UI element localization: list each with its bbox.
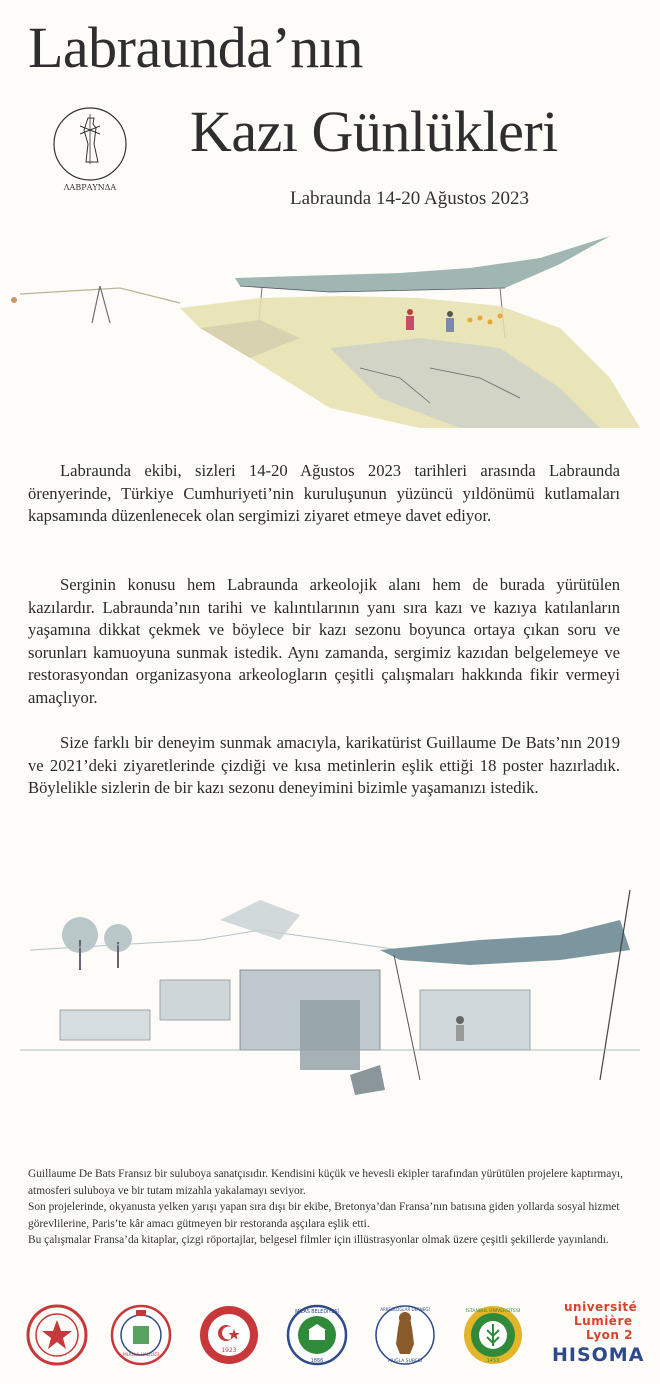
lyon-line3: Lyon 2 [586, 1328, 633, 1342]
labraunda-logo [50, 104, 130, 194]
page-title-line1: Labraunda’nın [28, 15, 363, 80]
logo-caption: ΛΑΒΡΑΥΝΔΑ [63, 183, 117, 192]
bio-line-2: Son projelerinde, okyanusta yelken yarışı yapan sıra dışı bir ekibe, Bretonya’dan Fransa’nın batısına giden yollarda sosyal hizmet görevlilerine, Paris’te kâr amacı gütmeyen bir restoranda aşçılara eşlik etti. [28, 1201, 620, 1230]
artist-biography [28, 1166, 628, 1249]
bio-line-1: Guillaume De Bats Fransız bir suluboya sanatçısıdır. Kendisini küçük ve hevesli ekipler tarafından yürütülen projelere kaptırmayı, atmosferi suluboya ve bir tutam mizahla yakalamayı seviyor. [28, 1168, 623, 1197]
istanbul-label: İSTANBUL ÜNİVERSİTESİ [465, 1309, 521, 1314]
dernek-sub-label: MUĞLA ŞUBESİ [387, 1359, 423, 1364]
hisoma-label: HISOMA [552, 1344, 645, 1366]
bio-line-3: Bu çalışmalar Fransa’da kitaplar, çizgi röportajlar, belgesel filmler için illüstrasyonlar olmak üzere çeşitli şekillerde yayınlandı. [28, 1234, 609, 1247]
sponsor-logos [24, 1300, 644, 1374]
mugla-governorship-seal [110, 1304, 172, 1366]
seal-year-1923: 1923 [221, 1347, 237, 1354]
excavation-sketch-top [0, 228, 660, 440]
milas-municipality-seal [286, 1304, 348, 1366]
republic-seal [198, 1304, 260, 1366]
lyon-hisoma-logo [552, 1300, 645, 1370]
dernek-label: ARKEOLOGLAR DERNEĞİ [380, 1307, 430, 1312]
lyon-line1: université [564, 1300, 638, 1314]
excavation-sketch-bottom [0, 880, 660, 1135]
belediye-label: MİLAS BELEDİYESİ [295, 1310, 339, 1315]
lyon-line2: Lumière [574, 1314, 633, 1328]
valilik-label: MUĞLA VALİLİĞİ [122, 1353, 160, 1358]
istanbul-university-seal [462, 1304, 524, 1366]
event-dates-subtitle: Labraunda 14-20 Ağustos 2023 [290, 188, 530, 209]
paragraph-posters: Size farklı bir deneyim sunmak amacıyla, karikatürist Guillaume De Bats’nın 2019 ve 2021’deki ziyaretlerinde çizdiği ve kısa metinlerin eşlik ettiği 18 poster hazırladık. Böylelikle sizlerin de bir kazı sezonu deneyimini bizimle yaşamanızı istedik. [28, 733, 620, 797]
paragraph-invitation: Labraunda ekibi, sizleri 14-20 Ağustos 2023 tarihleri arasında Labraunda örenyerinde, Türkiye Cumhuriyeti’nin kuruluşunun yüzüncü yıldönümü kutlamaları kapsamında düzenlenecek olan sergimizi ziyaret etmeye davet ediyor. [28, 461, 620, 525]
page-title-line2: Kazı Günlükleri [190, 99, 558, 164]
paragraph-exhibition-subject: Serginin konusu hem Labraunda arkeolojik alanı hem de burada yürütülen kazılardır. Labraunda’nın tarihi ve kalıntılarının yanı sıra kazı ve kazıya katılanların yaşamına dikkat çekmek ve böylece bir kazı sezonu boyunca ortaya çıkan soru ve sorunları kamuoyuna sunmak istedik. Aynı zamanda, sergimiz kazıdan belgelemeye ve restorasyondan organizasyona arkeologların çeşitli çalışmaları hakkında fikir vermeyi amaçlıyor. [28, 575, 620, 707]
istanbul-year: 1453 [486, 1358, 500, 1364]
archaeologists-association-seal [374, 1304, 436, 1366]
belediye-year: 1866 [310, 1358, 324, 1364]
ministry-culture-seal [26, 1304, 88, 1366]
